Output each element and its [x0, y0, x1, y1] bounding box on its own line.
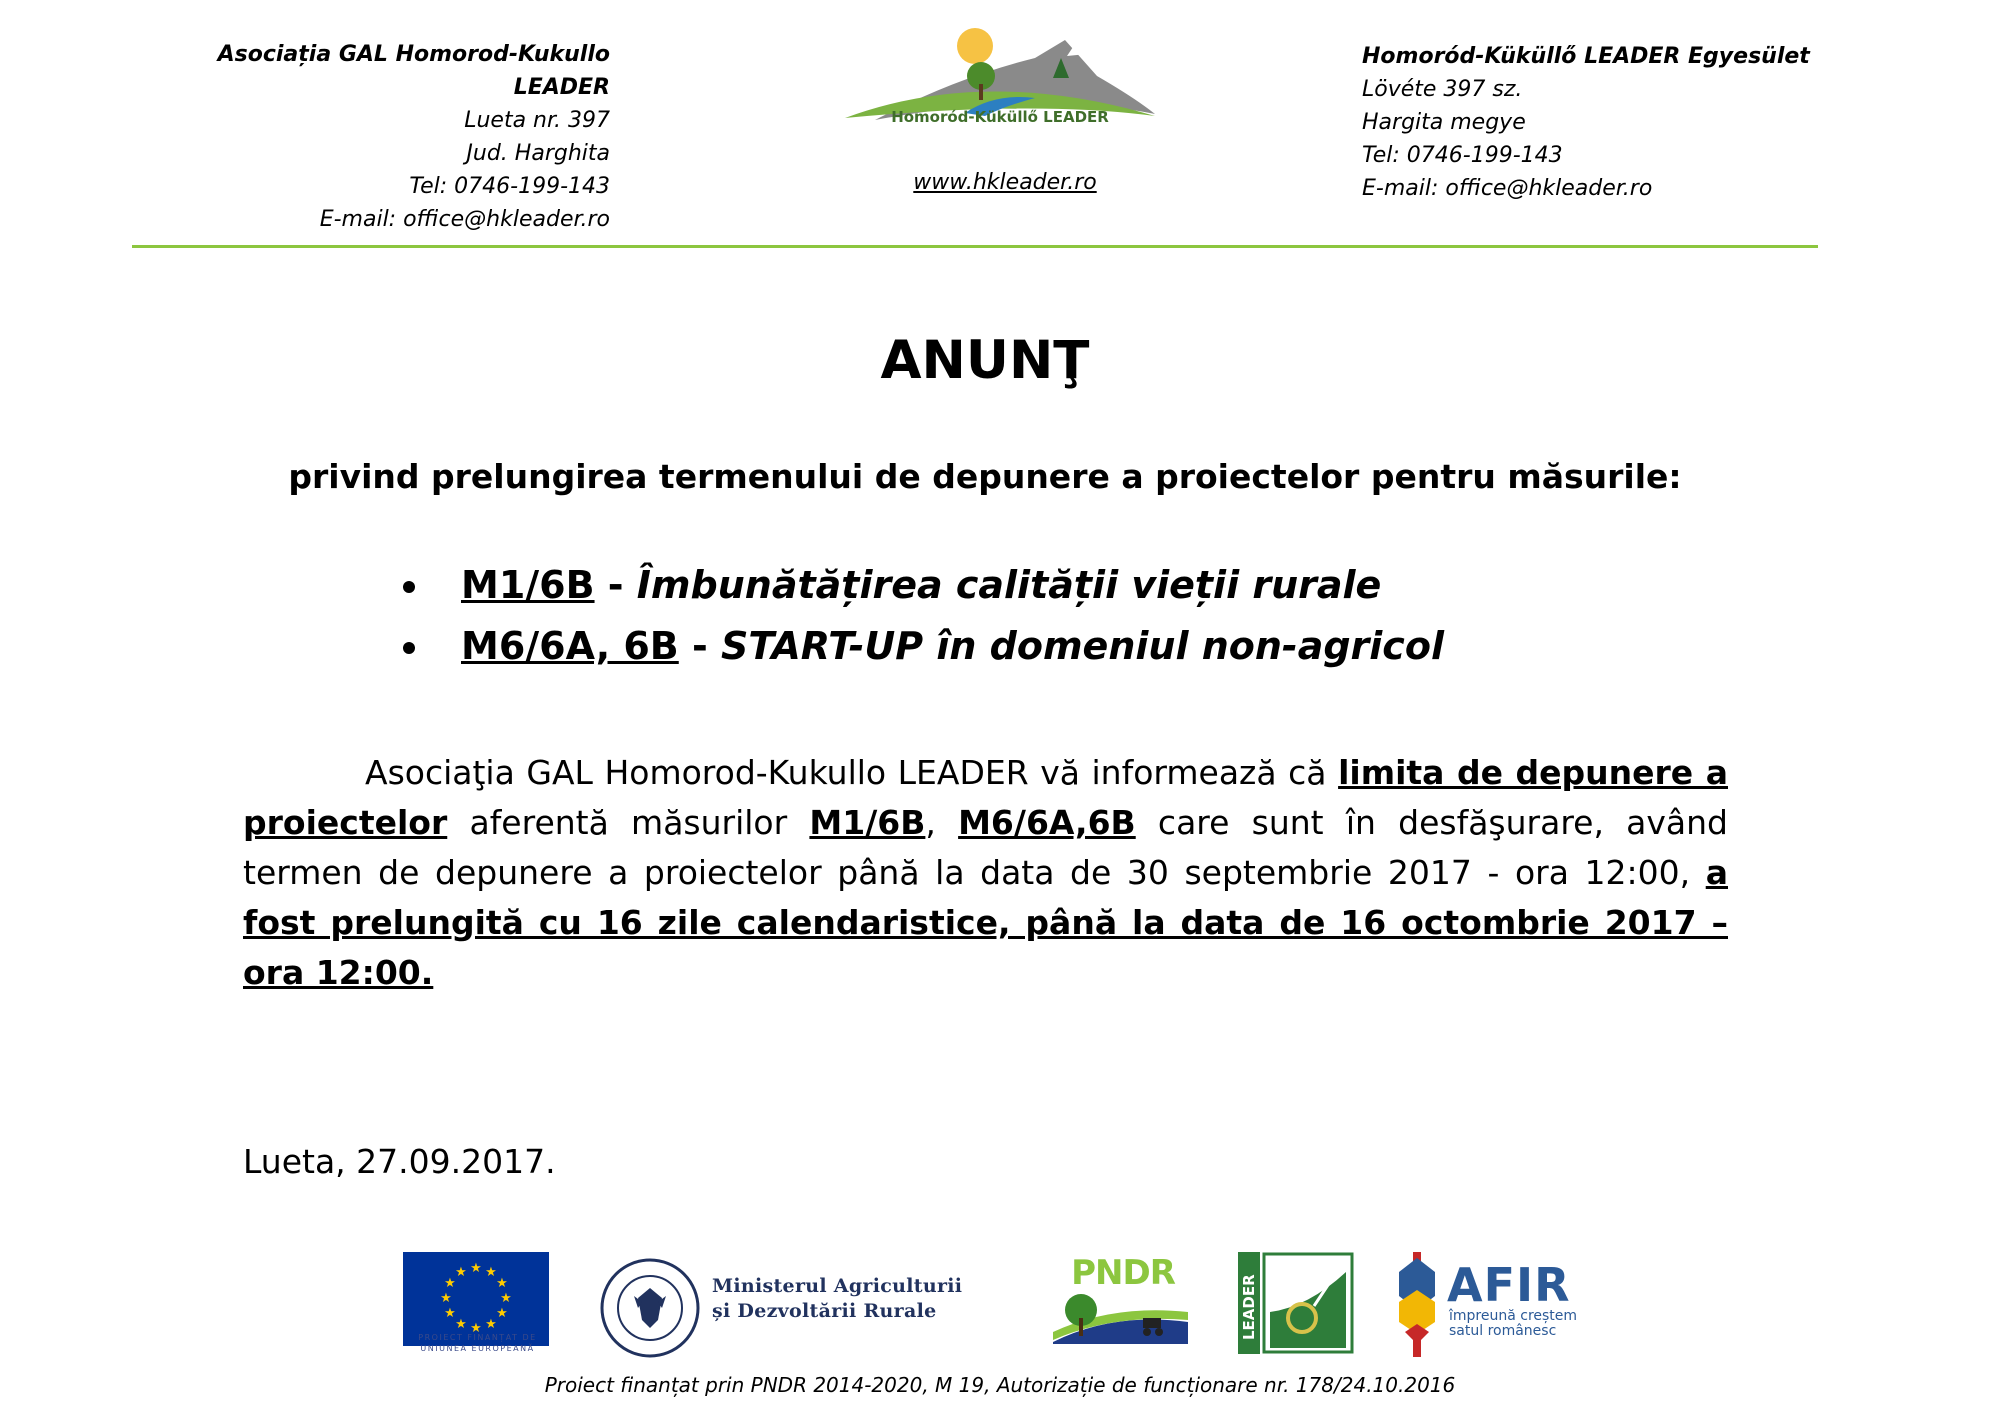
- bullet-icon: [403, 642, 415, 654]
- leader-logo-icon: [1238, 1252, 1354, 1354]
- government-seal-icon: [600, 1258, 700, 1358]
- paragraph-emphasis: limita de depunere a proiectelor: [243, 753, 1728, 842]
- eu-caption-line: UNIUNEA EUROPEANĂ: [420, 1344, 535, 1353]
- svg-text:★: ★: [496, 1306, 508, 1321]
- ministry-name: [712, 1274, 1032, 1324]
- header-left-county: Jud. Harghita: [466, 141, 610, 166]
- paragraph-emphasis: a fost prelungită cu 16 zile calendaristice, până la data de 16 octombrie 2017 – ora 12:00.: [243, 853, 1728, 992]
- afir-emblem-icon: [1395, 1252, 1439, 1357]
- paragraph-text: aferentă măsurilor: [447, 803, 810, 842]
- measure-code: M1/6B: [461, 563, 595, 607]
- bullet-icon: [403, 581, 415, 593]
- afir-wordmark: AFIR: [1447, 1258, 1571, 1312]
- svg-text:★: ★: [440, 1291, 452, 1306]
- header-left-phone: Tel: 0746-199-143: [409, 174, 610, 199]
- eu-caption: [395, 1332, 560, 1354]
- eu-caption-line: PROIECT FINANȚAT DE: [418, 1333, 537, 1342]
- paragraph-text: ,: [925, 803, 959, 842]
- list-item: [395, 555, 1695, 616]
- leader-wordmark: LEADER: [1240, 1274, 1258, 1340]
- header-right-email: E-mail: office@hkleader.ro: [1362, 176, 1653, 201]
- svg-text:★: ★: [485, 1317, 497, 1332]
- header-divider: [132, 245, 1818, 248]
- header-right-org: Homoród-Küküllő LEADER Egyesület: [1362, 44, 1810, 69]
- svg-text:★: ★: [485, 1265, 497, 1280]
- header-right-contact: [1362, 40, 1882, 205]
- afir-tagline: [1449, 1309, 1649, 1339]
- document-date: Lueta, 27.09.2017.: [243, 1142, 556, 1181]
- header-left-org: Asociația GAL Homorod-Kukullo LEADER: [217, 42, 610, 100]
- paragraph-emphasis: M6/6A,6B: [958, 803, 1136, 842]
- measure-description: Îmbunătățirea calității vieții rurale: [636, 563, 1382, 607]
- hkleader-logo-text: Homoród-Küküllő LEADER: [891, 108, 1109, 126]
- header-right-county: Hargita megye: [1362, 110, 1526, 135]
- measure-description: START-UP în domeniul non-agricol: [721, 624, 1444, 668]
- announcement-paragraph: [243, 748, 1728, 998]
- afir-tagline-line: împreună creștem: [1449, 1308, 1578, 1324]
- header-left-address: Lueta nr. 397: [464, 108, 610, 133]
- ministry-line: și Dezvoltării Rurale: [712, 1300, 937, 1322]
- svg-text:★: ★: [496, 1276, 508, 1291]
- svg-text:★: ★: [500, 1291, 512, 1306]
- svg-text:★: ★: [444, 1276, 456, 1291]
- svg-text:★: ★: [455, 1317, 467, 1332]
- svg-text:★: ★: [470, 1261, 482, 1276]
- page-subtitle: privind prelungirea termenului de depunere a proiectelor pentru măsurile:: [288, 457, 1682, 496]
- paragraph-text: Asociaţia GAL Homorod-Kukullo LEADER vă informează că: [365, 753, 1339, 792]
- measure-separator: -: [678, 624, 721, 668]
- header-left-email: E-mail: office@hkleader.ro: [319, 207, 610, 232]
- header-right-phone: Tel: 0746-199-143: [1362, 143, 1563, 168]
- measure-code: M6/6A, 6B: [461, 624, 679, 668]
- svg-text:★: ★: [470, 1321, 482, 1336]
- afir-tagline-line: satul românesc: [1449, 1323, 1557, 1339]
- website-link[interactable]: www.hkleader.ro: [913, 170, 1097, 195]
- header-right-address: Lövéte 397 sz.: [1362, 77, 1523, 102]
- ministry-line: Ministerul Agriculturii: [712, 1275, 963, 1297]
- pndr-wordmark: PNDR: [1071, 1253, 1175, 1293]
- paragraph-emphasis: M1/6B: [809, 803, 926, 842]
- header-left-contact: [150, 38, 610, 236]
- svg-text:★: ★: [455, 1265, 467, 1280]
- page-title: ANUNŢ: [880, 330, 1090, 391]
- paragraph-text: care sunt în desfăşurare, având termen de depunere a proiectelor până la data de 30 septembrie 2017 - ora 12:00,: [243, 803, 1729, 892]
- list-item: [395, 616, 1695, 677]
- measures-list: [395, 555, 1695, 677]
- svg-text:★: ★: [444, 1306, 456, 1321]
- funding-note: Proiect finanțat prin PNDR 2014-2020, M 19, Autorizație de funcționare nr. 178/24.10.2016: [544, 1373, 1456, 1397]
- measure-separator: -: [594, 563, 637, 607]
